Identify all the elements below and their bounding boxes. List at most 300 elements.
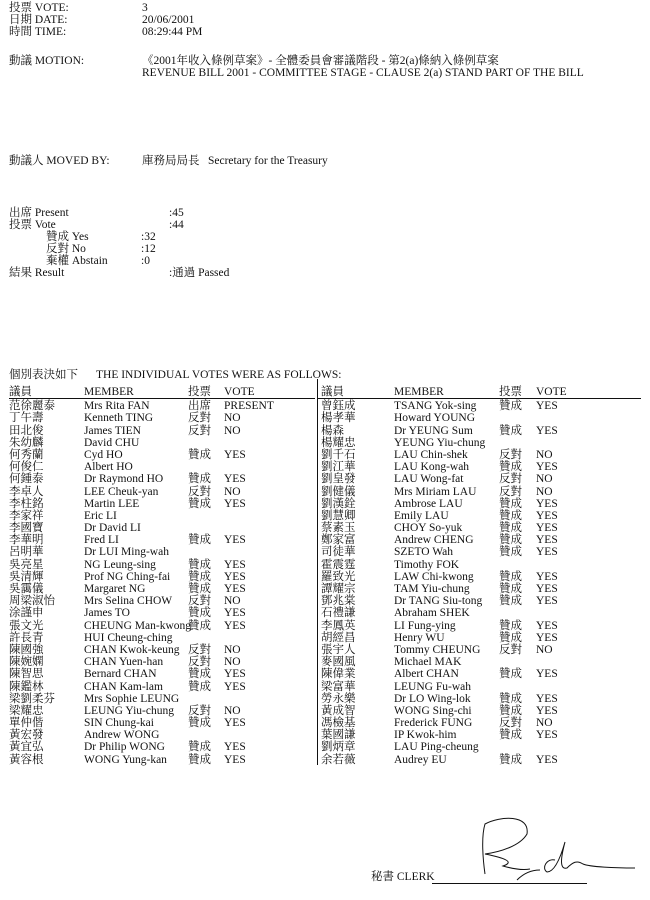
member-name-zh: 吳靄儀 [9, 583, 44, 595]
vote-zh: 贊成 [499, 753, 522, 766]
vote-en: YES [224, 619, 246, 632]
vote-en: YES [224, 741, 246, 754]
member-name-en: Prof NG Ching-fai [84, 570, 171, 583]
vote-zh: 贊成 [499, 546, 522, 559]
vote-count-value: :44 [169, 219, 184, 231]
vote-zh: 贊成 [188, 680, 211, 693]
member-name-zh: 石禮謙 [321, 607, 356, 620]
table-row [321, 534, 641, 546]
member-name-en: NG Leung-sing [84, 558, 156, 571]
member-name-en: Howard YOUNG [394, 412, 476, 425]
vote-zh: 贊成 [188, 717, 211, 730]
member-name-en: Ambrose LAU [394, 497, 463, 510]
table-row [321, 717, 641, 729]
votes-table-left [9, 386, 315, 766]
vote-en: YES [536, 631, 558, 644]
table-row [321, 583, 641, 595]
vote-zh: 贊成 [188, 558, 211, 571]
member-name-en: LEUNG Yiu-chung [84, 704, 174, 717]
moved-by-label: 動議人 MOVED BY: [9, 155, 110, 167]
table-row [9, 473, 315, 485]
vote-zh: 反對 [188, 485, 211, 498]
member-name-en: SZETO Wah [394, 546, 454, 559]
member-name-zh: 黃宜弘 [9, 741, 44, 754]
mover-title-en: Secretary for the Treasury [208, 155, 328, 167]
member-name-zh: 梁耀忠 [9, 704, 44, 717]
vote-en: NO [224, 424, 241, 437]
vote-en: YES [224, 680, 246, 693]
vote-number-label: 投票 VOTE: [9, 2, 69, 14]
vote-zh: 反對 [188, 412, 211, 425]
member-name-en: James TIEN [84, 424, 141, 437]
vote-en: YES [224, 558, 246, 571]
clerk-signature [455, 812, 645, 892]
vote-zh: 贊成 [499, 595, 522, 608]
table-row [321, 741, 641, 753]
member-name-en: Dr LUI Ming-wah [84, 546, 169, 559]
mover-title-zh: 庫務局局長 [142, 155, 200, 167]
date-value: 20/06/2001 [142, 14, 195, 26]
member-name-en: Audrey EU [394, 753, 447, 766]
vote-count-label: 投票 Vote [9, 219, 56, 231]
table-row [9, 717, 315, 729]
table-row [9, 729, 315, 741]
member-name-en: YEUNG Yiu-chung [394, 436, 486, 449]
table-row [321, 559, 641, 571]
vote-zh: 贊成 [499, 461, 522, 474]
vote-en: YES [536, 461, 558, 474]
present-value: :45 [169, 207, 184, 219]
vote-en: NO [224, 485, 241, 498]
member-name-en: WONG Yung-kan [84, 753, 167, 766]
motion-row [9, 55, 584, 79]
vote-en: YES [536, 668, 558, 681]
member-name-zh: 何秀蘭 [9, 448, 44, 461]
member-name-zh: 吳亮星 [9, 558, 44, 571]
member-name-en: LAU Kong-wah [394, 461, 470, 474]
member-name-en: Timothy FOK [394, 558, 460, 571]
table-row [9, 412, 315, 424]
table-row [321, 754, 641, 766]
member-name-zh: 勞永樂 [321, 692, 356, 705]
member-name-zh: 李家祥 [9, 509, 44, 522]
vote-en: NO [536, 717, 553, 730]
member-name-zh: 劉皇發 [321, 473, 356, 486]
member-name-zh: 余若薇 [321, 753, 356, 766]
member-name-en: Kenneth TING [84, 412, 154, 425]
member-name-zh: 呂明華 [9, 546, 44, 559]
member-name-en: Dr YEUNG Sum [394, 424, 473, 437]
member-name-en: LEE Cheuk-yan [84, 485, 159, 498]
vote-en: NO [536, 448, 553, 461]
yes-value: :32 [141, 231, 156, 243]
vote-zh: 反對 [188, 656, 211, 669]
vote-zh: 反對 [188, 424, 211, 437]
vote-zh: 贊成 [188, 534, 211, 547]
member-name-en: Frederick FUNG [394, 717, 473, 730]
member-name-en: Mrs Sophie LEUNG [84, 692, 180, 705]
member-name-en: CHAN Kwok-keung [84, 643, 180, 656]
vote-zh: 反對 [499, 473, 522, 486]
vote-zh: 贊成 [188, 497, 211, 510]
member-name-en: LAW Chi-kwong [394, 570, 474, 583]
abstain-value: :0 [141, 255, 150, 267]
table-row [9, 681, 315, 693]
table-row [321, 522, 641, 534]
member-name-zh: 楊森 [321, 424, 344, 437]
member-name-zh: 楊耀忠 [321, 436, 356, 449]
table-row [9, 522, 315, 534]
member-name-zh: 劉慧卿 [321, 509, 356, 522]
vote-zh: 贊成 [499, 583, 522, 595]
member-name-en: Mrs Rita FAN [84, 400, 150, 413]
table-row [9, 754, 315, 766]
vote-en: PRESENT [224, 400, 274, 413]
table-row [321, 607, 641, 619]
member-name-en: Andrew CHENG [394, 534, 474, 547]
header-member-en: MEMBER [84, 386, 134, 398]
member-name-zh: 劉千石 [321, 448, 356, 461]
member-name-en: Mrs Selina CHOW [84, 595, 173, 608]
vote-en: YES [536, 509, 558, 522]
table-row [9, 498, 315, 510]
vote-zh: 贊成 [499, 704, 522, 717]
member-name-en: LAU Wong-fat [394, 473, 464, 486]
member-name-en: Dr David LI [84, 522, 141, 535]
no-value: :12 [141, 243, 156, 255]
vote-en: YES [536, 534, 558, 547]
member-name-zh: 黃成智 [321, 704, 356, 717]
yes-label: 贊成 Yes [46, 231, 89, 243]
vote-zh: 出席 [188, 400, 211, 413]
vote-en: YES [224, 448, 246, 461]
table-row [9, 437, 315, 449]
member-name-zh: 胡經昌 [321, 631, 356, 644]
member-name-zh: 黃宏發 [9, 729, 44, 742]
vote-zh: 贊成 [499, 509, 522, 522]
table-row [9, 644, 315, 656]
table-row [9, 656, 315, 668]
member-name-en: Eric LI [84, 509, 117, 522]
vote-en: YES [224, 607, 246, 620]
vote-zh: 贊成 [499, 424, 522, 437]
member-name-zh: 鄭家富 [321, 534, 356, 547]
vote-en: YES [536, 583, 558, 595]
vote-en: YES [224, 570, 246, 583]
member-name-zh: 鄧兆棠 [321, 595, 356, 608]
vote-en: NO [536, 485, 553, 498]
member-name-en: LI Fung-ying [394, 619, 456, 632]
vote-en: YES [224, 497, 246, 510]
member-name-en: Emily LAU [394, 509, 449, 522]
vote-en: YES [536, 704, 558, 717]
table-row [9, 400, 315, 412]
table-row [9, 449, 315, 461]
member-name-zh: 葉國謙 [321, 729, 356, 742]
member-name-zh: 梁劉柔芬 [9, 692, 55, 705]
vote-zh: 贊成 [499, 497, 522, 510]
table-row [321, 400, 641, 412]
vote-number-value: 3 [142, 2, 148, 14]
table-row [321, 498, 641, 510]
vote-en: NO [224, 643, 241, 656]
table-row [321, 705, 641, 717]
member-name-zh: 范徐麗泰 [9, 400, 55, 413]
vote-en: YES [224, 473, 246, 486]
table-row [321, 644, 641, 656]
table-row [9, 693, 315, 705]
vote-zh: 贊成 [188, 583, 211, 595]
vote-en: YES [536, 497, 558, 510]
member-name-zh: 李卓人 [9, 485, 44, 498]
table-row [321, 473, 641, 485]
vote-zh: 反對 [188, 704, 211, 717]
vote-zh: 贊成 [499, 522, 522, 535]
individual-votes-title [9, 366, 341, 382]
table-row [9, 534, 315, 546]
vote-en: YES [224, 583, 246, 595]
member-name-en: WONG Sing-chi [394, 704, 472, 717]
member-name-zh: 田北俊 [9, 424, 44, 437]
member-name-en: Albert CHAN [394, 668, 459, 681]
vote-en: NO [224, 704, 241, 717]
vote-zh: 贊成 [499, 570, 522, 583]
votes-table-right [317, 379, 641, 765]
vote-zh: 贊成 [499, 534, 522, 547]
member-name-en: Martin LEE [84, 497, 140, 510]
vote-en: YES [224, 668, 246, 681]
table-row [321, 595, 641, 607]
table-row [9, 425, 315, 437]
member-name-en: CHAN Yuen-han [84, 656, 164, 669]
vote-zh: 贊成 [188, 473, 211, 486]
vote-en: YES [536, 595, 558, 608]
member-name-zh: 李鳳英 [321, 619, 356, 632]
vote-zh: 贊成 [499, 668, 522, 681]
member-name-en: Margaret NG [84, 583, 146, 595]
member-name-zh: 黃容根 [9, 753, 44, 766]
vote-en: NO [224, 595, 241, 608]
vote-en: YES [536, 570, 558, 583]
member-name-zh: 陳婉嫻 [9, 656, 44, 669]
table-row [321, 425, 641, 437]
table-header [9, 386, 315, 399]
member-name-en: CHAN Kam-lam [84, 680, 163, 693]
member-name-en: Dr Raymond HO [84, 473, 164, 486]
table-row [9, 486, 315, 498]
table-row [321, 486, 641, 498]
header-vote-en: VOTE [536, 386, 567, 398]
table-row [321, 546, 641, 558]
time-label: 時間 TIME: [9, 26, 67, 38]
vote-en: NO [224, 656, 241, 669]
vote-zh: 贊成 [188, 741, 211, 754]
table-row [9, 668, 315, 680]
vote-en: YES [536, 729, 558, 742]
vote-en: YES [224, 753, 246, 766]
present-label: 出席 Present [9, 207, 69, 219]
member-name-zh: 李國寶 [9, 522, 44, 535]
vote-zh: 贊成 [499, 400, 522, 413]
member-name-zh: 何鍾泰 [9, 473, 44, 486]
vote-zh: 贊成 [188, 668, 211, 681]
table-row [9, 510, 315, 522]
table-row [9, 595, 315, 607]
member-name-en: CHEUNG Man-kwong [84, 619, 192, 632]
member-name-en: IP Kwok-him [394, 729, 457, 742]
member-name-en: Tommy CHEUNG [394, 643, 481, 656]
header-vote-zh: 投票 [188, 386, 211, 398]
motion-title-en: REVENUE BILL 2001 - COMMITTEE STAGE - CLAUSE 2(a) STAND PART OF THE BILL [142, 67, 584, 79]
vote-en: YES [536, 753, 558, 766]
member-name-zh: 周梁淑怡 [9, 595, 55, 608]
table-row [9, 741, 315, 753]
vote-zh: 反對 [499, 448, 522, 461]
member-name-en: Andrew WONG [84, 729, 160, 742]
vote-zh: 贊成 [188, 753, 211, 766]
member-name-zh: 羅致光 [321, 570, 356, 583]
table-row [9, 620, 315, 632]
header-vote-en: VOTE [224, 386, 255, 398]
time-value: 08:29:44 PM [142, 26, 203, 38]
abstain-label: 棄權 Abstain [46, 255, 108, 267]
member-name-en: LAU Ping-cheung [394, 741, 479, 754]
member-name-en: Dr TANG Siu-tong [394, 595, 483, 608]
table-row [9, 705, 315, 717]
member-name-zh: 陳智思 [9, 668, 44, 681]
table-row [321, 668, 641, 680]
member-name-zh: 曾鈺成 [321, 400, 356, 413]
member-name-zh: 霍震霆 [321, 558, 356, 571]
member-name-zh: 司徒華 [321, 546, 356, 559]
table-row [321, 510, 641, 522]
table-row [9, 546, 315, 558]
table-header [318, 386, 641, 399]
result-label: 結果 Result [9, 267, 65, 279]
vote-en: NO [536, 643, 553, 656]
member-name-zh: 譚耀宗 [321, 583, 356, 595]
member-name-en: TSANG Yok-sing [394, 400, 477, 413]
member-name-zh: 陳國強 [9, 643, 44, 656]
individual-votes-title-zh: 個別表決如下 [9, 369, 78, 381]
no-label: 反對 No [46, 243, 86, 255]
table-row [321, 693, 641, 705]
member-name-en: Michael MAK [394, 656, 462, 669]
vote-zh: 贊成 [499, 619, 522, 632]
member-name-en: LAU Chin-shek [394, 448, 468, 461]
date-row [9, 14, 194, 26]
table-row [321, 729, 641, 741]
table-row [321, 461, 641, 473]
member-name-zh: 李華明 [9, 534, 44, 547]
vote-en: YES [536, 619, 558, 632]
header-member-en: MEMBER [394, 386, 444, 398]
member-name-en: Fred LI [84, 534, 119, 547]
member-name-en: Mrs Miriam LAU [394, 485, 477, 498]
vote-number-row [9, 2, 148, 14]
member-name-zh: 馮檢基 [321, 717, 356, 730]
table-row [321, 449, 641, 461]
member-name-en: Dr Philip WONG [84, 741, 165, 754]
member-name-zh: 丁午壽 [9, 412, 44, 425]
member-name-zh: 朱幼麟 [9, 436, 44, 449]
clerk-label: 秘書 CLERK [371, 871, 435, 883]
table-row [9, 583, 315, 595]
table-row [9, 632, 315, 644]
member-name-en: Dr LO Wing-lok [394, 692, 471, 705]
member-name-en: Albert HO [84, 461, 133, 474]
member-name-zh: 單仲偕 [9, 717, 44, 730]
member-name-en: Abraham SHEK [394, 607, 470, 620]
member-name-en: Bernard CHAN [84, 668, 157, 681]
table-row [321, 437, 641, 449]
member-name-en: SIN Chung-kai [84, 717, 154, 730]
member-name-zh: 張文光 [9, 619, 44, 632]
vote-en: YES [224, 717, 246, 730]
vote-zh: 贊成 [188, 607, 211, 620]
member-name-en: TAM Yiu-chung [394, 583, 470, 595]
member-name-zh: 陳偉業 [321, 668, 356, 681]
member-name-zh: 楊孝華 [321, 412, 356, 425]
vote-zh: 反對 [188, 643, 211, 656]
vote-zh: 贊成 [188, 570, 211, 583]
vote-en: YES [536, 522, 558, 535]
table-row [9, 461, 315, 473]
member-name-en: Henry WU [394, 631, 445, 644]
table-row [321, 656, 641, 668]
member-name-zh: 劉江華 [321, 461, 356, 474]
vote-en: YES [224, 534, 246, 547]
table-row [321, 412, 641, 424]
vote-en: NO [536, 473, 553, 486]
member-name-en: HUI Cheung-ching [84, 631, 173, 644]
motion-title-zh: 《2001年收入條例草案》- 全體委員會審議階段 - 第2(a)條納入條例草案 [142, 55, 499, 67]
time-row [9, 26, 202, 38]
vote-zh: 贊成 [188, 448, 211, 461]
member-name-zh: 麥國風 [321, 656, 356, 669]
table-row [321, 632, 641, 644]
vote-zh: 贊成 [499, 692, 522, 705]
member-name-en: LEUNG Fu-wah [394, 680, 471, 693]
result-value: :通過 Passed [169, 267, 230, 279]
vote-en: YES [536, 692, 558, 705]
vote-zh: 贊成 [499, 631, 522, 644]
clerk-signature-line [432, 883, 587, 884]
table-row [9, 607, 315, 619]
member-name-zh: 張宇人 [321, 643, 356, 656]
vote-zh: 贊成 [188, 619, 211, 632]
member-name-zh: 梁富華 [321, 680, 356, 693]
header-member-zh: 議員 [321, 386, 344, 398]
member-name-zh: 劉漢銓 [321, 497, 356, 510]
table-row [321, 620, 641, 632]
header-vote-zh: 投票 [499, 386, 522, 398]
motion-label: 動議 MOTION: [9, 55, 85, 67]
table-row [321, 681, 641, 693]
member-name-zh: 涂謹申 [9, 607, 44, 620]
member-name-zh: 陳鑑林 [9, 680, 44, 693]
individual-votes-title-en: THE INDIVIDUAL VOTES WERE AS FOLLOWS: [96, 369, 342, 381]
vote-zh: 反對 [499, 717, 522, 730]
vote-zh: 反對 [499, 643, 522, 656]
vote-zh: 反對 [499, 485, 522, 498]
member-name-en: James TO [84, 607, 130, 620]
vote-en: YES [536, 546, 558, 559]
member-name-zh: 劉健儀 [321, 485, 356, 498]
member-name-zh: 蔡素玉 [321, 522, 356, 535]
member-name-zh: 吳清輝 [9, 570, 44, 583]
date-label: 日期 DATE: [9, 14, 68, 26]
